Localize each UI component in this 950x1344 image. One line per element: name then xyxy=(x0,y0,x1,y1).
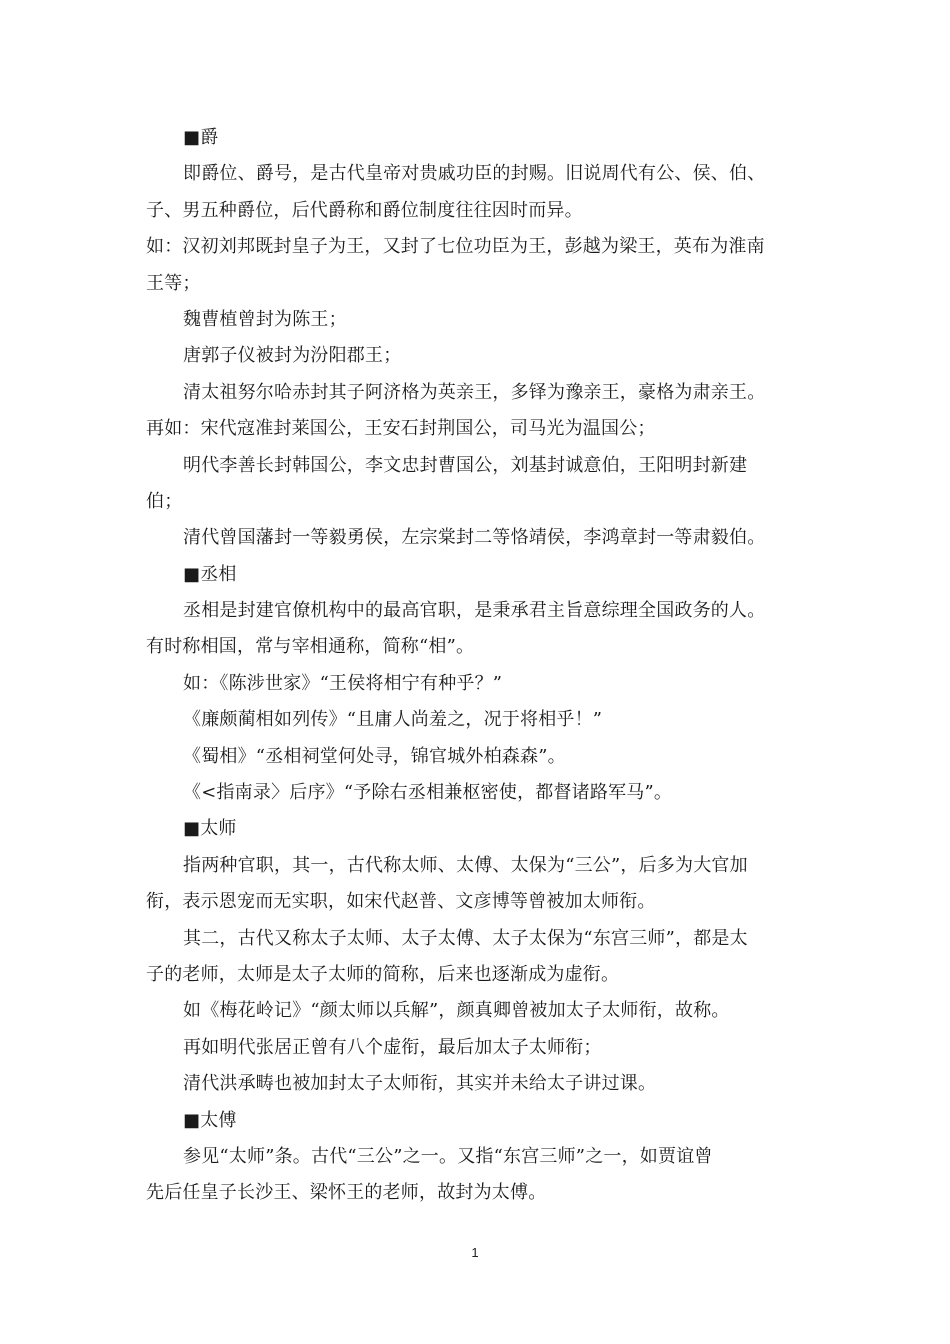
document-body xyxy=(146,120,806,1212)
text-line: ■爵 xyxy=(183,127,219,148)
text-line: 参见“太师”条。古代“三公”之一。又指“东宫三师”之一，如贾谊曾 xyxy=(183,1145,713,1167)
text-line: 《蜀相》“丞相祠堂何处寻，锦官城外柏森森”。 xyxy=(183,745,566,767)
text-line: 衔，表示恩宠而无实职，如宋代赵普、文彦博等曾被加太师衔。 xyxy=(146,891,656,913)
text-line: 丞相是封建官僚机构中的最高官职，是秉承君主旨意综理全国政务的人。 xyxy=(183,600,766,622)
text-line: 再如明代张居正曾有八个虚衔，最后加太子太师衔； xyxy=(183,1036,602,1058)
text-line: ■丞相 xyxy=(183,563,237,585)
text-line: ■太傅 xyxy=(183,1109,237,1131)
text-line: 王等； xyxy=(146,272,201,294)
text-line: 子、男五种爵位，后代爵称和爵位制度往往因时而异。 xyxy=(146,199,583,221)
text-line: 唐郭子仪被封为汾阳郡王； xyxy=(183,345,402,367)
text-line: 《<指南录〉后序》“予除右丞相兼枢密使，都督诸路军马”。 xyxy=(183,782,673,804)
text-line: 有时称相国，常与宰相通称，简称“相”。 xyxy=(146,636,475,658)
text-line: 魏曹植曾封为陈王； xyxy=(183,308,347,330)
text-line: 子的老师，太师是太子太师的简称，后来也逐渐成为虚衔。 xyxy=(146,963,620,985)
text-line: 清代洪承畴也被加封太子太师衔，其实并未给太子讲过课。 xyxy=(183,1073,657,1095)
text-line: 即爵位、爵号，是古代皇帝对贵戚功臣的封赐。旧说周代有公、侯、伯、 xyxy=(183,163,766,185)
text-line: 清代曾国藩封一等毅勇侯，左宗棠封二等恪靖侯，李鸿章封一等肃毅伯。 xyxy=(183,527,766,549)
text-line: 清太祖努尔哈赤封其子阿济格为英亲王，多铎为豫亲王，豪格为肃亲王。 xyxy=(183,381,766,403)
page-number: 1 xyxy=(471,1245,479,1260)
text-line: 《廉颇蔺相如列传》“且庸人尚羞之，况于将相乎！” xyxy=(183,709,603,731)
text-line: 如：《陈涉世家》“王侯将相宁有种乎？” xyxy=(183,672,503,694)
text-line: 其二，古代又称太子太师、太子太傅、太子太保为“东宫三师”，都是太 xyxy=(183,927,748,949)
text-line: 再如：宋代寇准封莱国公，王安石封荆国公，司马光为温国公； xyxy=(146,418,656,440)
text-line: 先后任皇子长沙王、梁怀王的老师，故封为太傅。 xyxy=(146,1182,547,1204)
text-line: 如：汉初刘邦既封皇子为王，又封了七位功臣为王，彭越为梁王，英布为淮南 xyxy=(146,236,765,258)
text-line: 伯； xyxy=(146,490,183,512)
text-line: 明代李善长封韩国公，李文忠封曹国公，刘基封诚意伯，王阳明封新建 xyxy=(183,454,748,476)
text-line: ■太师 xyxy=(183,818,237,840)
text-line: 指两种官职，其一，古代称太师、太傅、太保为“三公”，后多为大官加 xyxy=(183,854,748,876)
text-line: 如《梅花岭记》“颜太师以兵解”，颜真卿曾被加太子太师衔，故称。 xyxy=(183,1000,730,1022)
